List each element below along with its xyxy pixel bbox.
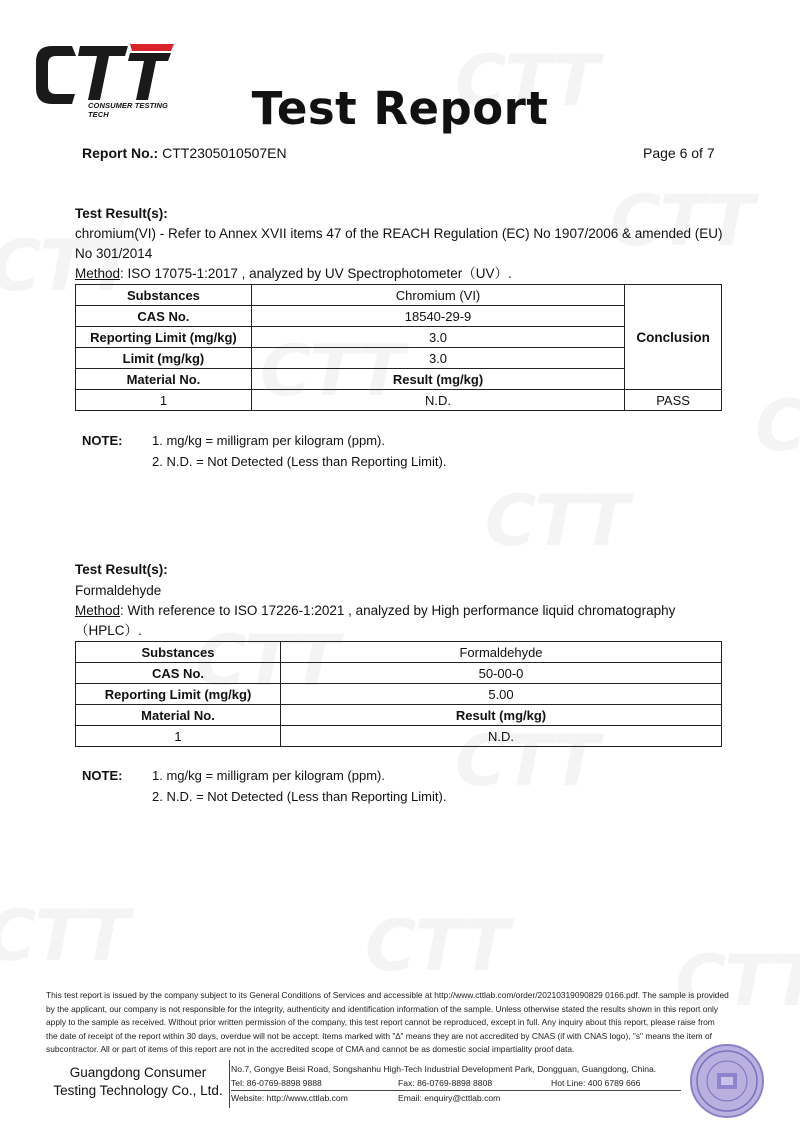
table-cell: Reporting Limit (mg/kg): [76, 684, 281, 705]
table-row: [76, 369, 722, 390]
footer-address: No.7, Gongye Beisi Road, Songshanhu High-Tech Industrial Development Park, Dongguan, Guangdong, China.: [231, 1064, 657, 1074]
section2-line1: Formaldehyde: [75, 583, 162, 598]
report-number-label: Report No.:: [82, 145, 159, 161]
table-cell: Material No.: [76, 705, 281, 726]
company-name-line1: Guangdong Consumer: [69, 1065, 207, 1080]
table-cell: CAS No.: [76, 663, 281, 684]
watermark: [485, 480, 627, 562]
section2-heading: Test Result(s):: [75, 562, 168, 577]
table-cell: Result (mg/kg): [281, 705, 722, 726]
note-line: 1. mg/kg = milligram per kilogram (ppm).: [152, 768, 385, 783]
conclusion-header: Conclusion: [625, 285, 722, 390]
footer-company: [46, 1064, 230, 1100]
footer-divider: [229, 1060, 230, 1108]
table-row: [76, 684, 722, 705]
disclaimer-line: subcontractor. All or part of items of this report are not in the accredited scope of CMA and cannot be as domestic social impartiality proof data.: [46, 1044, 575, 1054]
table-cell: Substances: [76, 642, 281, 663]
note-line: 2. N.D. = Not Detected (Less than Reporting Limit).: [152, 454, 447, 469]
table-cell: 1: [76, 726, 281, 747]
watermark: [365, 905, 507, 987]
table-cell: 1: [76, 390, 252, 411]
table-row: [76, 285, 722, 306]
table-row: [76, 663, 722, 684]
watermark: [755, 385, 800, 467]
disclaimer-line: apply to the sample as received. Without prior written permission of the company, this test report cannot be reproduced, except in full. Any inquiry about this report, please raise from: [46, 1017, 715, 1027]
method-label: Method: [75, 603, 121, 618]
table-cell: 18540-29-9: [251, 306, 624, 327]
seal-emblem-icon: [692, 1046, 762, 1116]
method-label: Method: [75, 266, 121, 281]
table-cell: Formaldehyde: [281, 642, 722, 663]
footer-website: Website: http://www.cttlab.com: [231, 1093, 348, 1103]
formaldehyde-result-table: [75, 641, 722, 747]
table-cell: Substances: [76, 285, 252, 306]
table-cell: Result (mg/kg): [251, 369, 624, 390]
report-number-value: CTT2305010507EN: [162, 145, 287, 161]
table-cell: PASS: [625, 390, 722, 411]
page-indicator: Page 6 of 7: [643, 145, 715, 161]
logo-tagline: CONSUMER TESTING TECH: [88, 101, 168, 119]
table-cell: N.D.: [281, 726, 722, 747]
note-line: 1. mg/kg = milligram per kilogram (ppm).: [152, 433, 385, 448]
footer-fax: Fax: 86-0769-8898 8808: [398, 1078, 493, 1088]
chromium-result-table: [75, 284, 722, 411]
note-label: NOTE:: [82, 433, 123, 448]
section1-method: [75, 264, 765, 284]
company-name-line2: Testing Technology Co., Ltd.: [53, 1083, 223, 1098]
note-label: NOTE:: [82, 768, 123, 783]
section1-line1: chromium(VI) - Refer to Annex XVII items 47 of the REACH Regulation (EC) No 1907/2006 & amended (EU): [75, 226, 723, 241]
table-cell: Limit (mg/kg): [76, 348, 252, 369]
method-text: : ISO 17075-1:2017 , analyzed by UV Spectrophotometer（UV）.: [120, 266, 512, 281]
table-row: [76, 348, 722, 369]
page-title: Test Report: [251, 82, 549, 135]
footer-disclaimer: [46, 989, 758, 1057]
table-cell: Chromium (VI): [251, 285, 624, 306]
company-seal-icon: [690, 1044, 764, 1118]
section2-method: [75, 601, 765, 621]
report-number: [82, 145, 287, 161]
table-row: [76, 705, 722, 726]
disclaimer-line: by the applicant, our company is not responsible for the integrity, authenticity and identification information of the sample. Unless otherwise stated the results shown in this report only: [46, 1003, 719, 1014]
footer-divider: [231, 1090, 681, 1091]
section1-line2: No 301/2014: [75, 246, 153, 261]
method-text: : With reference to ISO 17226-1:2021 , analyzed by High performance liquid chromatography: [120, 603, 676, 618]
table-cell: 5.00: [281, 684, 722, 705]
table-cell: Reporting Limit (mg/kg): [76, 327, 252, 348]
disclaimer-line: the date of receipt of the report within 30 days, overdue will not be accept. Items marked with "∆" means they are not accredited by CNAS (if with CNAS logo), "s" means the item of: [46, 1030, 712, 1041]
section2-description: [75, 581, 765, 641]
section1-description: [75, 224, 765, 284]
table-cell: N.D.: [251, 390, 624, 411]
table-cell: CAS No.: [76, 306, 252, 327]
disclaimer-line: This test report is issued by the company subject to its General Conditions of Services and accessible at http://www.cttlab.com/order/20210319090829 0166.pdf. The sample is provided: [46, 990, 729, 1000]
table-cell: 3.0: [251, 348, 624, 369]
table-row: [76, 642, 722, 663]
table-row: [76, 390, 722, 411]
footer-hotline: Hot Line: 400 6789 666: [551, 1078, 641, 1088]
watermark: [0, 895, 127, 977]
table-row: [76, 726, 722, 747]
note-line: 2. N.D. = Not Detected (Less than Reporting Limit).: [152, 789, 447, 804]
table-row: [76, 306, 722, 327]
table-row: [76, 327, 722, 348]
table-cell: 3.0: [251, 327, 624, 348]
footer-email: Email: enquiry@cttlab.com: [398, 1093, 501, 1103]
table-cell: Material No.: [76, 369, 252, 390]
table-cell: 50-00-0: [281, 663, 722, 684]
footer-tel: Tel: 86-0769-8898 9888: [231, 1078, 322, 1088]
section2-method-cont: （HPLC）.: [75, 623, 142, 638]
section1-heading: Test Result(s):: [75, 206, 168, 221]
